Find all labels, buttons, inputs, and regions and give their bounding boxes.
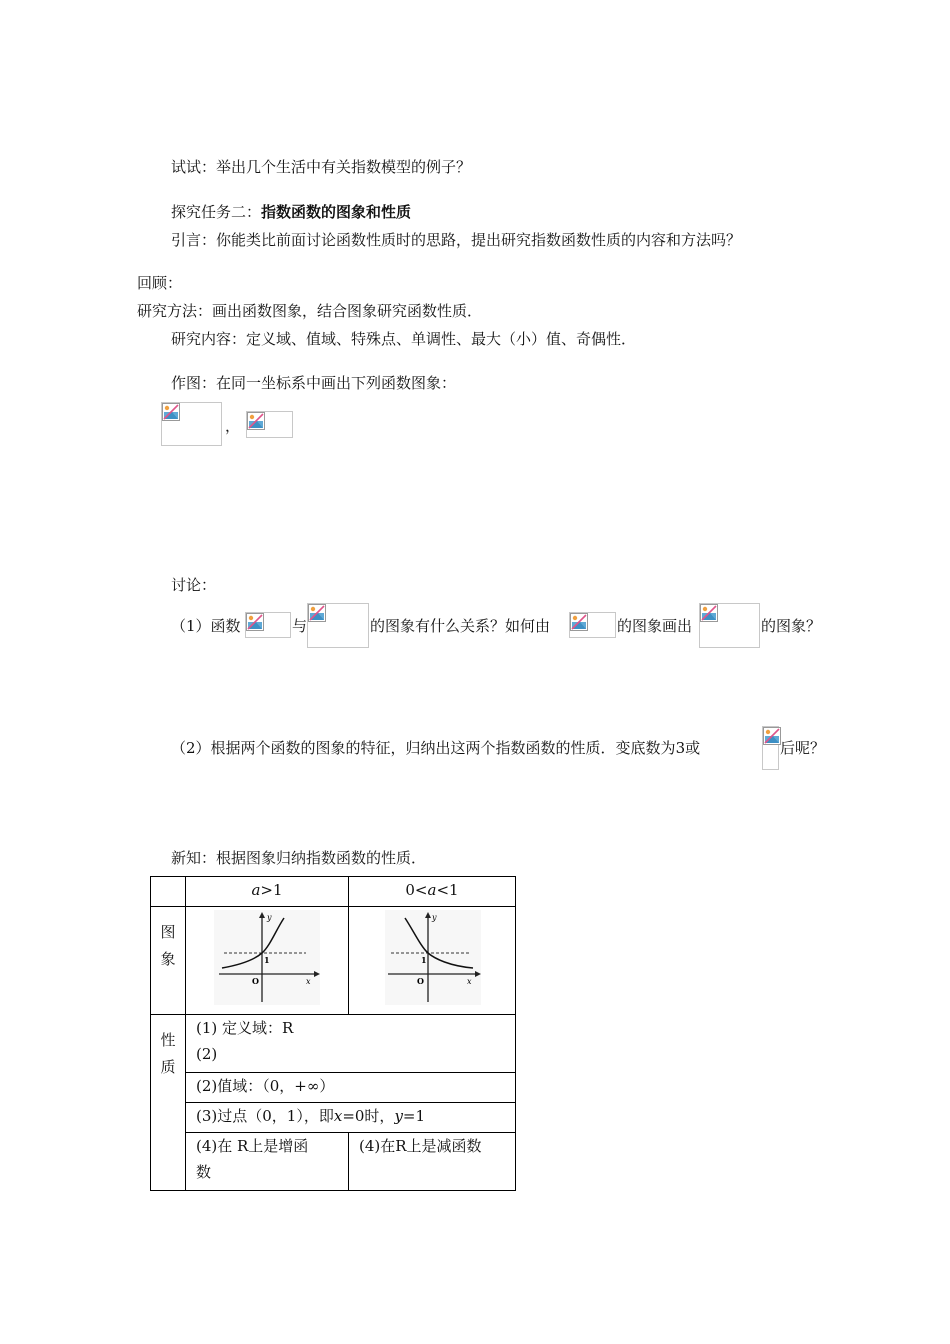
broken-image-icon — [308, 604, 326, 622]
q2-number: 3 — [675, 739, 686, 757]
properties-table — [150, 876, 516, 1191]
q1-part-d: 的图象画出 — [617, 617, 693, 635]
formula-image-4 — [307, 603, 369, 648]
fixed-point-cell: (3)过点（0，1），即x=0时，y=1 — [186, 1103, 516, 1133]
comma: ， — [225, 417, 241, 435]
x-axis-label: x — [306, 977, 311, 986]
graph-decreasing-cell — [349, 907, 516, 1015]
origin-label: O — [417, 976, 424, 986]
q2-text — [171, 738, 700, 758]
method-text: 研究方法：画出函数图象，结合图象研究函数性质． — [137, 302, 483, 320]
formula-image-6 — [699, 603, 760, 648]
broken-image-icon — [246, 613, 264, 631]
table-row-range — [151, 1073, 516, 1103]
q2-part-a: （2）根据两个函数的图象的特征，归纳出这两个指数函数的性质．变底数为 — [171, 739, 676, 757]
formula-image-7 — [762, 726, 779, 770]
formula-image-1 — [161, 402, 222, 446]
row-label-image: 图 象 — [151, 907, 186, 1015]
y-axis-label: y — [267, 913, 272, 922]
discuss-label: 讨论： — [171, 576, 217, 594]
origin-label: O — [252, 976, 259, 986]
broken-image-icon — [162, 403, 180, 421]
decreasing-exponential-graph — [385, 910, 481, 1005]
one-label: 1 — [421, 955, 427, 965]
formula-image-2 — [246, 411, 293, 438]
table-row-monotonic — [151, 1133, 516, 1191]
corner-cell — [151, 877, 186, 907]
y-axis-label: y — [432, 913, 437, 922]
row-label-properties: 性 质 — [151, 1015, 186, 1191]
increasing-cell: (4)在 R上是增函 数 — [186, 1133, 349, 1191]
decreasing-cell: (4)在R上是减函数 — [349, 1133, 516, 1191]
header-a-gt-1: a>1 — [186, 877, 349, 907]
formula-image-3 — [245, 612, 291, 638]
draw-text: 作图：在同一坐标系中画出下列函数图象： — [171, 374, 457, 392]
x-axis-label: x — [467, 977, 472, 986]
q1-part-b: 与 — [292, 617, 308, 635]
one-label: 1 — [264, 955, 270, 965]
task2-prefix: 探究任务二： — [171, 203, 262, 221]
q1-part-e: 的图象？ — [761, 617, 822, 635]
broken-image-icon — [247, 412, 265, 430]
domain-cell: (1) 定义域：R (2) — [186, 1015, 516, 1073]
newknow-text: 新知：根据图象归纳指数函数的性质． — [171, 849, 427, 867]
review-label: 回顾： — [137, 274, 183, 292]
intro-text: 引言：你能类比前面讨论函数性质时的思路，提出研究指数函数性质的内容和方法吗？ — [171, 231, 742, 249]
increasing-exponential-graph — [214, 910, 320, 1005]
task2-title: 指数函数的图象和性质 — [261, 203, 412, 221]
table-row-domain — [151, 1015, 516, 1073]
try-text: 试试：举出几个生活中有关指数模型的例子？ — [171, 158, 472, 176]
range-cell: (2)值域：（0，+∞） — [186, 1073, 516, 1103]
table-row-graph — [151, 907, 516, 1015]
task2-heading — [171, 202, 411, 222]
content-text: 研究内容：定义域、值域、特殊点、单调性、最大（小）值、奇偶性． — [171, 330, 637, 348]
q1-part-a: （1）函数 — [171, 617, 241, 635]
q2-or: 或 — [685, 739, 701, 757]
table-header-row — [151, 877, 516, 907]
formula-image-5 — [569, 612, 616, 638]
broken-image-icon — [570, 613, 588, 631]
q2-end: 后呢？ — [780, 739, 826, 757]
broken-image-icon — [763, 727, 781, 745]
broken-image-icon — [700, 604, 718, 622]
table-row-point — [151, 1103, 516, 1133]
header-a-between-0-1: 0<a<1 — [349, 877, 516, 907]
q1-part-c: 的图象有什么关系？如何由 — [370, 617, 551, 635]
graph-increasing-cell — [186, 907, 349, 1015]
